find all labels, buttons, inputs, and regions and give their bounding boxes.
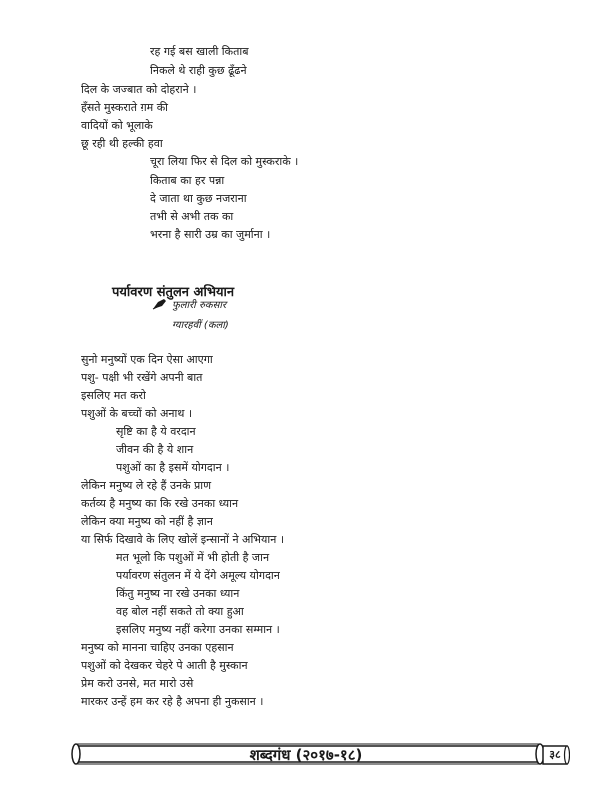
poem-line: पशुओं को देखकर चेहरे पे आती है मुस्कान xyxy=(81,659,248,672)
poem-title: पर्यावरण संतुलन अभियान xyxy=(112,285,235,300)
poem-line: मनुष्य को मानना चाहिए उनका एहसान xyxy=(81,641,234,654)
poem-line: पशु- पक्षी भी रखेंगे अपनी बात xyxy=(81,371,203,384)
poem-line: या सिर्फ दिखावे के लिए खोलें इन्सानों ने अभियान । xyxy=(81,533,285,546)
poem-line: पशुओं का है इसमें योगदान । xyxy=(116,461,230,474)
poem-line: भरना है सारी उम्र का जुर्माना । xyxy=(150,228,271,241)
poem-line: हँसते मुस्कराते ग़म की xyxy=(81,101,169,114)
author-name: फुलारी रुकसार xyxy=(172,300,227,311)
poem-line: प्रेम करो उनसे, मत मारो उसे xyxy=(81,677,194,690)
poem-line: इसलिए मत करो xyxy=(81,389,146,402)
page-number: ३८ xyxy=(549,748,561,761)
poem-line: सृष्टि का है ये वरदान xyxy=(116,425,196,438)
poem-line: वादियों को भूलाके xyxy=(81,119,153,132)
poem-line: पशुओं के बच्चों को अनाथ । xyxy=(81,407,193,420)
poem-line: रह गई बस खाली किताब xyxy=(150,45,249,58)
poem-line: दे जाता था कुछ नजराना xyxy=(150,192,247,205)
poem-line: जीवन की है ये शान xyxy=(116,443,194,456)
poem-line: सुनो मनुष्यों एक दिन ऐसा आएगा xyxy=(81,353,213,366)
poem-line: लेकिन क्या मनुष्य को नहीं है ज्ञान xyxy=(81,515,213,528)
poem-line: मत भूलो कि पशुओं में भी होती है जान xyxy=(116,551,270,564)
poem-line: तभी से अभी तक का xyxy=(150,210,234,223)
poem-line: किंतु मनुष्य ना रखे उनका ध्यान xyxy=(116,587,240,600)
poem-line: छू रही थी हल्की हवा xyxy=(81,137,163,150)
poem-line: कर्तव्य है मनुष्य का कि रखे उनका ध्यान xyxy=(81,497,239,510)
poem-line: दिल के जज्बात को दोहराने । xyxy=(81,83,197,96)
poem-line: चूरा लिया फिर से दिल को मुस्कराके । xyxy=(150,155,299,168)
author-class: ग्यारहवीं (कला) xyxy=(172,320,229,331)
footer-title: शब्दगंध (२०१७-१८) xyxy=(249,746,363,764)
poem-line: किताब का हर पन्ना xyxy=(150,174,225,187)
poem-line: पर्यावरण संतुलन में ये देंगे अमूल्य योगदान xyxy=(116,569,280,582)
poem-line: मारकर उन्हें हम कर रहे है अपना ही नुकसान । xyxy=(81,695,264,708)
poem-line: इसलिए मनुष्य नहीं करेगा उनका सम्मान । xyxy=(116,623,280,636)
poem-line: वह बोल नहीं सकते तो क्या हुआ xyxy=(116,605,244,618)
poem-line: निकले थे राही कुछ ढूँढने xyxy=(150,64,247,77)
pen-nib-icon xyxy=(152,298,168,310)
poem-line: लेकिन मनुष्य ले रहे हैं उनके प्राण xyxy=(81,479,212,492)
